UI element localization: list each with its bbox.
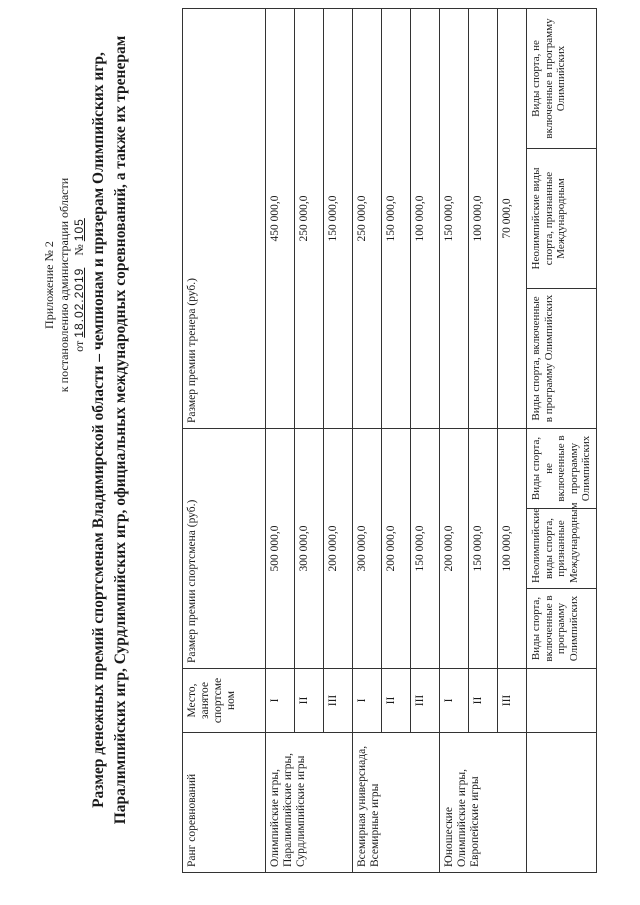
place-cell: I <box>353 669 382 733</box>
number-prefix: № <box>72 244 86 256</box>
empty-cell <box>527 669 597 733</box>
title-line-2: Паралимпийских игр, Сурдлимпийских игр, официальных международных соревнований, а также их тренерам <box>112 35 129 825</box>
coach-prize-cell: 450 000,0 <box>266 8 295 428</box>
appendix-line-2: к постановлению администрации области <box>57 177 71 393</box>
coach-prize-cell: 250 000,0 <box>353 8 382 428</box>
coach-prize-cell: 150 000,0 <box>324 8 353 428</box>
place-cell: I <box>440 669 469 733</box>
place-cell: III <box>324 669 353 733</box>
coach-prize-cell: 100 000,0 <box>411 8 440 428</box>
rank-cell: Юношеские Олимпийские игры, Европейские игры <box>440 733 527 873</box>
place-cell: II <box>382 669 411 733</box>
athlete-prize-cell: 200 000,0 <box>382 428 411 668</box>
header-coach-prize: Размер премии тренера (руб.) <box>183 8 266 428</box>
table-header-row <box>183 8 266 872</box>
place-cell: I <box>266 669 295 733</box>
document-title <box>88 0 132 865</box>
coach-prize-cell: 150 000,0 <box>382 8 411 428</box>
coach-sport-type-2: Неолимпийские виды спорта, признанные Международным <box>527 148 597 288</box>
coach-prize-cell: 70 000,0 <box>498 8 527 428</box>
place-cell: II <box>295 669 324 733</box>
table-row <box>266 8 295 872</box>
table-row <box>440 8 469 872</box>
athlete-prize-cell: 300 000,0 <box>353 428 382 668</box>
athlete-sport-type-2: Неолимпийские виды спорта, признанные Международным <box>527 509 597 589</box>
table-row <box>353 8 382 872</box>
athlete-prize-cell: 100 000,0 <box>498 428 527 668</box>
athlete-sport-type-1: Виды спорта, включенные в программу Олимпийских <box>527 589 597 669</box>
athlete-prize-cell: 300 000,0 <box>295 428 324 668</box>
coach-prize-cell: 150 000,0 <box>440 8 469 428</box>
date-prefix: от <box>72 340 86 352</box>
appendix-block <box>42 135 87 435</box>
athlete-prize-cell: 200 000,0 <box>440 428 469 668</box>
place-cell: III <box>411 669 440 733</box>
athlete-prize-cell: 150 000,0 <box>469 428 498 668</box>
coach-prize-cell: 250 000,0 <box>295 8 324 428</box>
appendix-line-1: Приложение № 2 <box>42 241 56 329</box>
rank-cell: Всемирная универсиада, Всемирные игры <box>353 733 440 873</box>
header-rank: Ранг соревнований <box>183 733 266 873</box>
athlete-prize-cell: 200 000,0 <box>324 428 353 668</box>
coach-prize-cell: 100 000,0 <box>469 8 498 428</box>
place-cell: II <box>469 669 498 733</box>
appendix-number: 105 <box>72 218 86 242</box>
rank-cell: Олимпийские игры, Паралимпийские игры, Сурдлимпийские игры <box>266 733 353 873</box>
appendix-date: 18.02.2019 <box>72 267 86 338</box>
athlete-sport-type-3: Виды спорта, не включенные в программу Олимпийских <box>527 428 597 508</box>
appendix-date-line <box>72 135 87 435</box>
coach-sport-type-1: Виды спорта, включенные в программу Олимпийских <box>527 288 597 428</box>
place-cell: III <box>498 669 527 733</box>
header-place: Место, занятое спортсме ном <box>183 669 266 733</box>
athlete-prize-cell: 500 000,0 <box>266 428 295 668</box>
athlete-prize-cell: 150 000,0 <box>411 428 440 668</box>
empty-cell <box>527 733 597 873</box>
prize-table <box>182 8 597 873</box>
coach-sport-type-3: Виды спорта, не включенные в программу Олимпийских <box>527 8 597 148</box>
header-athlete-prize: Размер премии спортсмена (руб.) <box>183 428 266 668</box>
title-line-1: Размер денежных премий спортсменам Владимирской области – чемпионам и призерам Олимпийских игр, <box>90 52 107 808</box>
sport-type-row <box>527 8 597 872</box>
